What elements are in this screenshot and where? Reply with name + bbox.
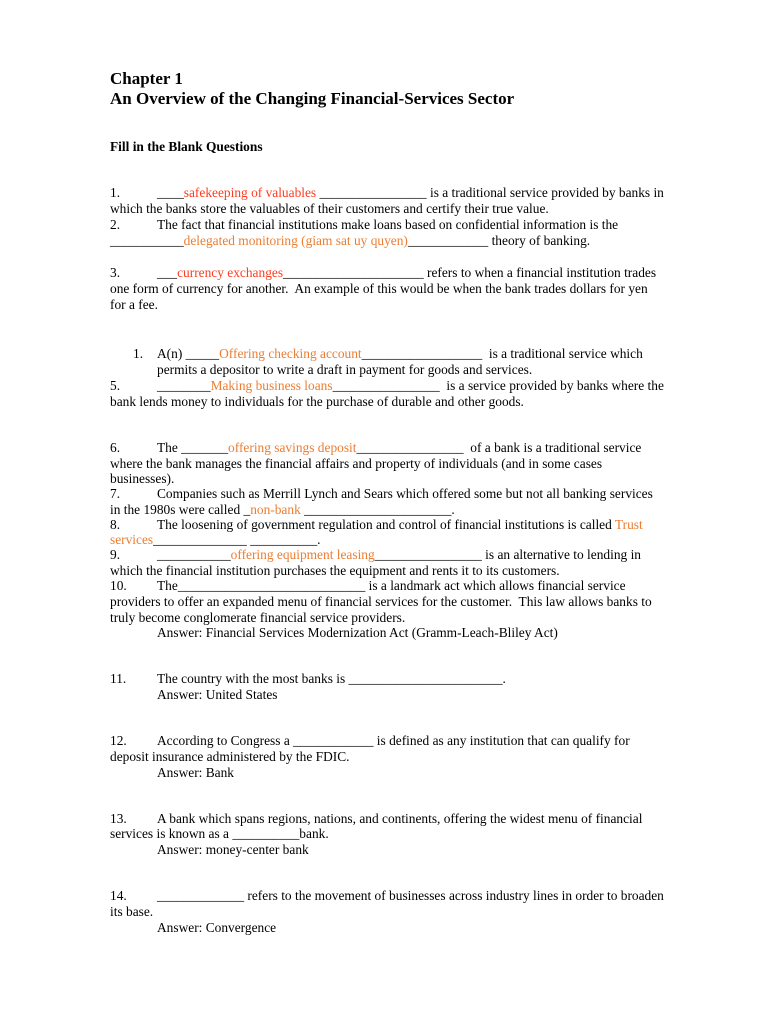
question-12-line-2: deposit insurance administered by the FDIC. (110, 749, 350, 764)
answer-11: Answer: United States (157, 687, 278, 702)
question-13: 13. A bank which spans regions, nations, and continents, offering the widest menu of financial (110, 811, 643, 826)
answer-2: delegated monitoring (giam sat uy quyen) (183, 233, 408, 248)
answer-14: Answer: Convergence (157, 920, 277, 935)
question-10-line-2: providers to offer an expanded menu of financial services for the customer. This law allows banks to (110, 594, 652, 609)
question-9: 9. ___________offering equipment leasing________________ is an alternative to lending in (110, 547, 641, 562)
question-3-line-3: for a fee. (110, 297, 158, 312)
answer-8: Trust (614, 517, 643, 532)
chapter-heading: Chapter 1 (110, 69, 183, 88)
question-10-line-3: truly become conglomerate financial service providers. (110, 610, 406, 625)
question-13-line-2: services is known as a __________bank. (110, 826, 329, 841)
question-7-line-2: in the 1980s were called _non-bank ______________________. (110, 502, 455, 517)
answer-12: Answer: Bank (157, 765, 234, 780)
answer-9: offering equipment leasing (230, 547, 375, 562)
question-8: 8. The loosening of government regulation and control of financial institutions is called Trust (110, 517, 643, 532)
question-4-line-2: permits a depositor to write a draft in payment for goods and services. (157, 362, 533, 377)
question-5: 5. ________Making business loans________________ is a service provided by banks where the (110, 378, 664, 393)
question-4: 1. A(n) _____Offering checking account__________________ is a traditional service which (133, 346, 643, 361)
answer-6: offering savings deposit (228, 440, 357, 455)
answer-1: safekeeping of valuables (183, 185, 317, 200)
question-11: 11. The country with the most banks is _______________________. (110, 671, 506, 686)
question-6-line-3: businesses). (110, 471, 175, 486)
question-7: 7. Companies such as Merrill Lynch and Sears which offered some but not all banking services (110, 486, 653, 501)
answer-5: Making business loans (210, 378, 333, 393)
answer-8-continued: services (110, 532, 154, 547)
question-10: 10. The____________________________ is a landmark act which allows financial service (110, 578, 626, 593)
question-3-line-2: one form of currency for another. An example of this would be when the bank trades dollars for yen (110, 281, 648, 296)
question-2: 2. The fact that financial institutions make loans based on confidential information is the (110, 217, 619, 232)
answer-4: Offering checking account (219, 346, 362, 361)
chapter-title: An Overview of the Changing Financial-Services Sector (110, 89, 515, 108)
question-6: 6. The _______offering savings deposit________________ of a bank is a traditional service (110, 440, 642, 455)
question-5-line-2: bank lends money to individuals for the purchase of durable and other goods. (110, 394, 524, 409)
question-6-line-2: where the bank manages the financial affairs and property of individuals (and in some cases (110, 456, 603, 471)
question-1: 1. ____safekeeping of valuables ________________ is a traditional service provided by banks in (110, 185, 664, 200)
question-9-line-2: which the financial institution purchases the equipment and rents it to its customers. (110, 563, 560, 578)
answer-3: currency exchanges (177, 265, 284, 280)
answer-7: non-bank (250, 502, 301, 517)
question-1-line-2: which the banks store the valuables of their customers and certify their true value. (110, 201, 549, 216)
answer-10: Answer: Financial Services Modernization Act (Gramm-Leach-Bliley Act) (157, 625, 558, 640)
question-14: 14. _____________ refers to the movement of businesses across industry lines in order to broaden (110, 888, 664, 903)
question-3: 3. ___currency exchanges_____________________ refers to when a financial institution trades (110, 265, 657, 280)
question-14-line-2: its base. (110, 904, 154, 919)
question-8-line-2: services______________ __________. (110, 532, 321, 547)
section-heading: Fill in the Blank Questions (110, 139, 263, 154)
question-12: 12. According to Congress a ____________ is defined as any institution that can qualify for (110, 733, 630, 748)
question-2-line-2: ___________delegated monitoring (giam sat uy quyen)____________ theory of banking. (110, 233, 591, 248)
answer-13: Answer: money-center bank (157, 842, 309, 857)
